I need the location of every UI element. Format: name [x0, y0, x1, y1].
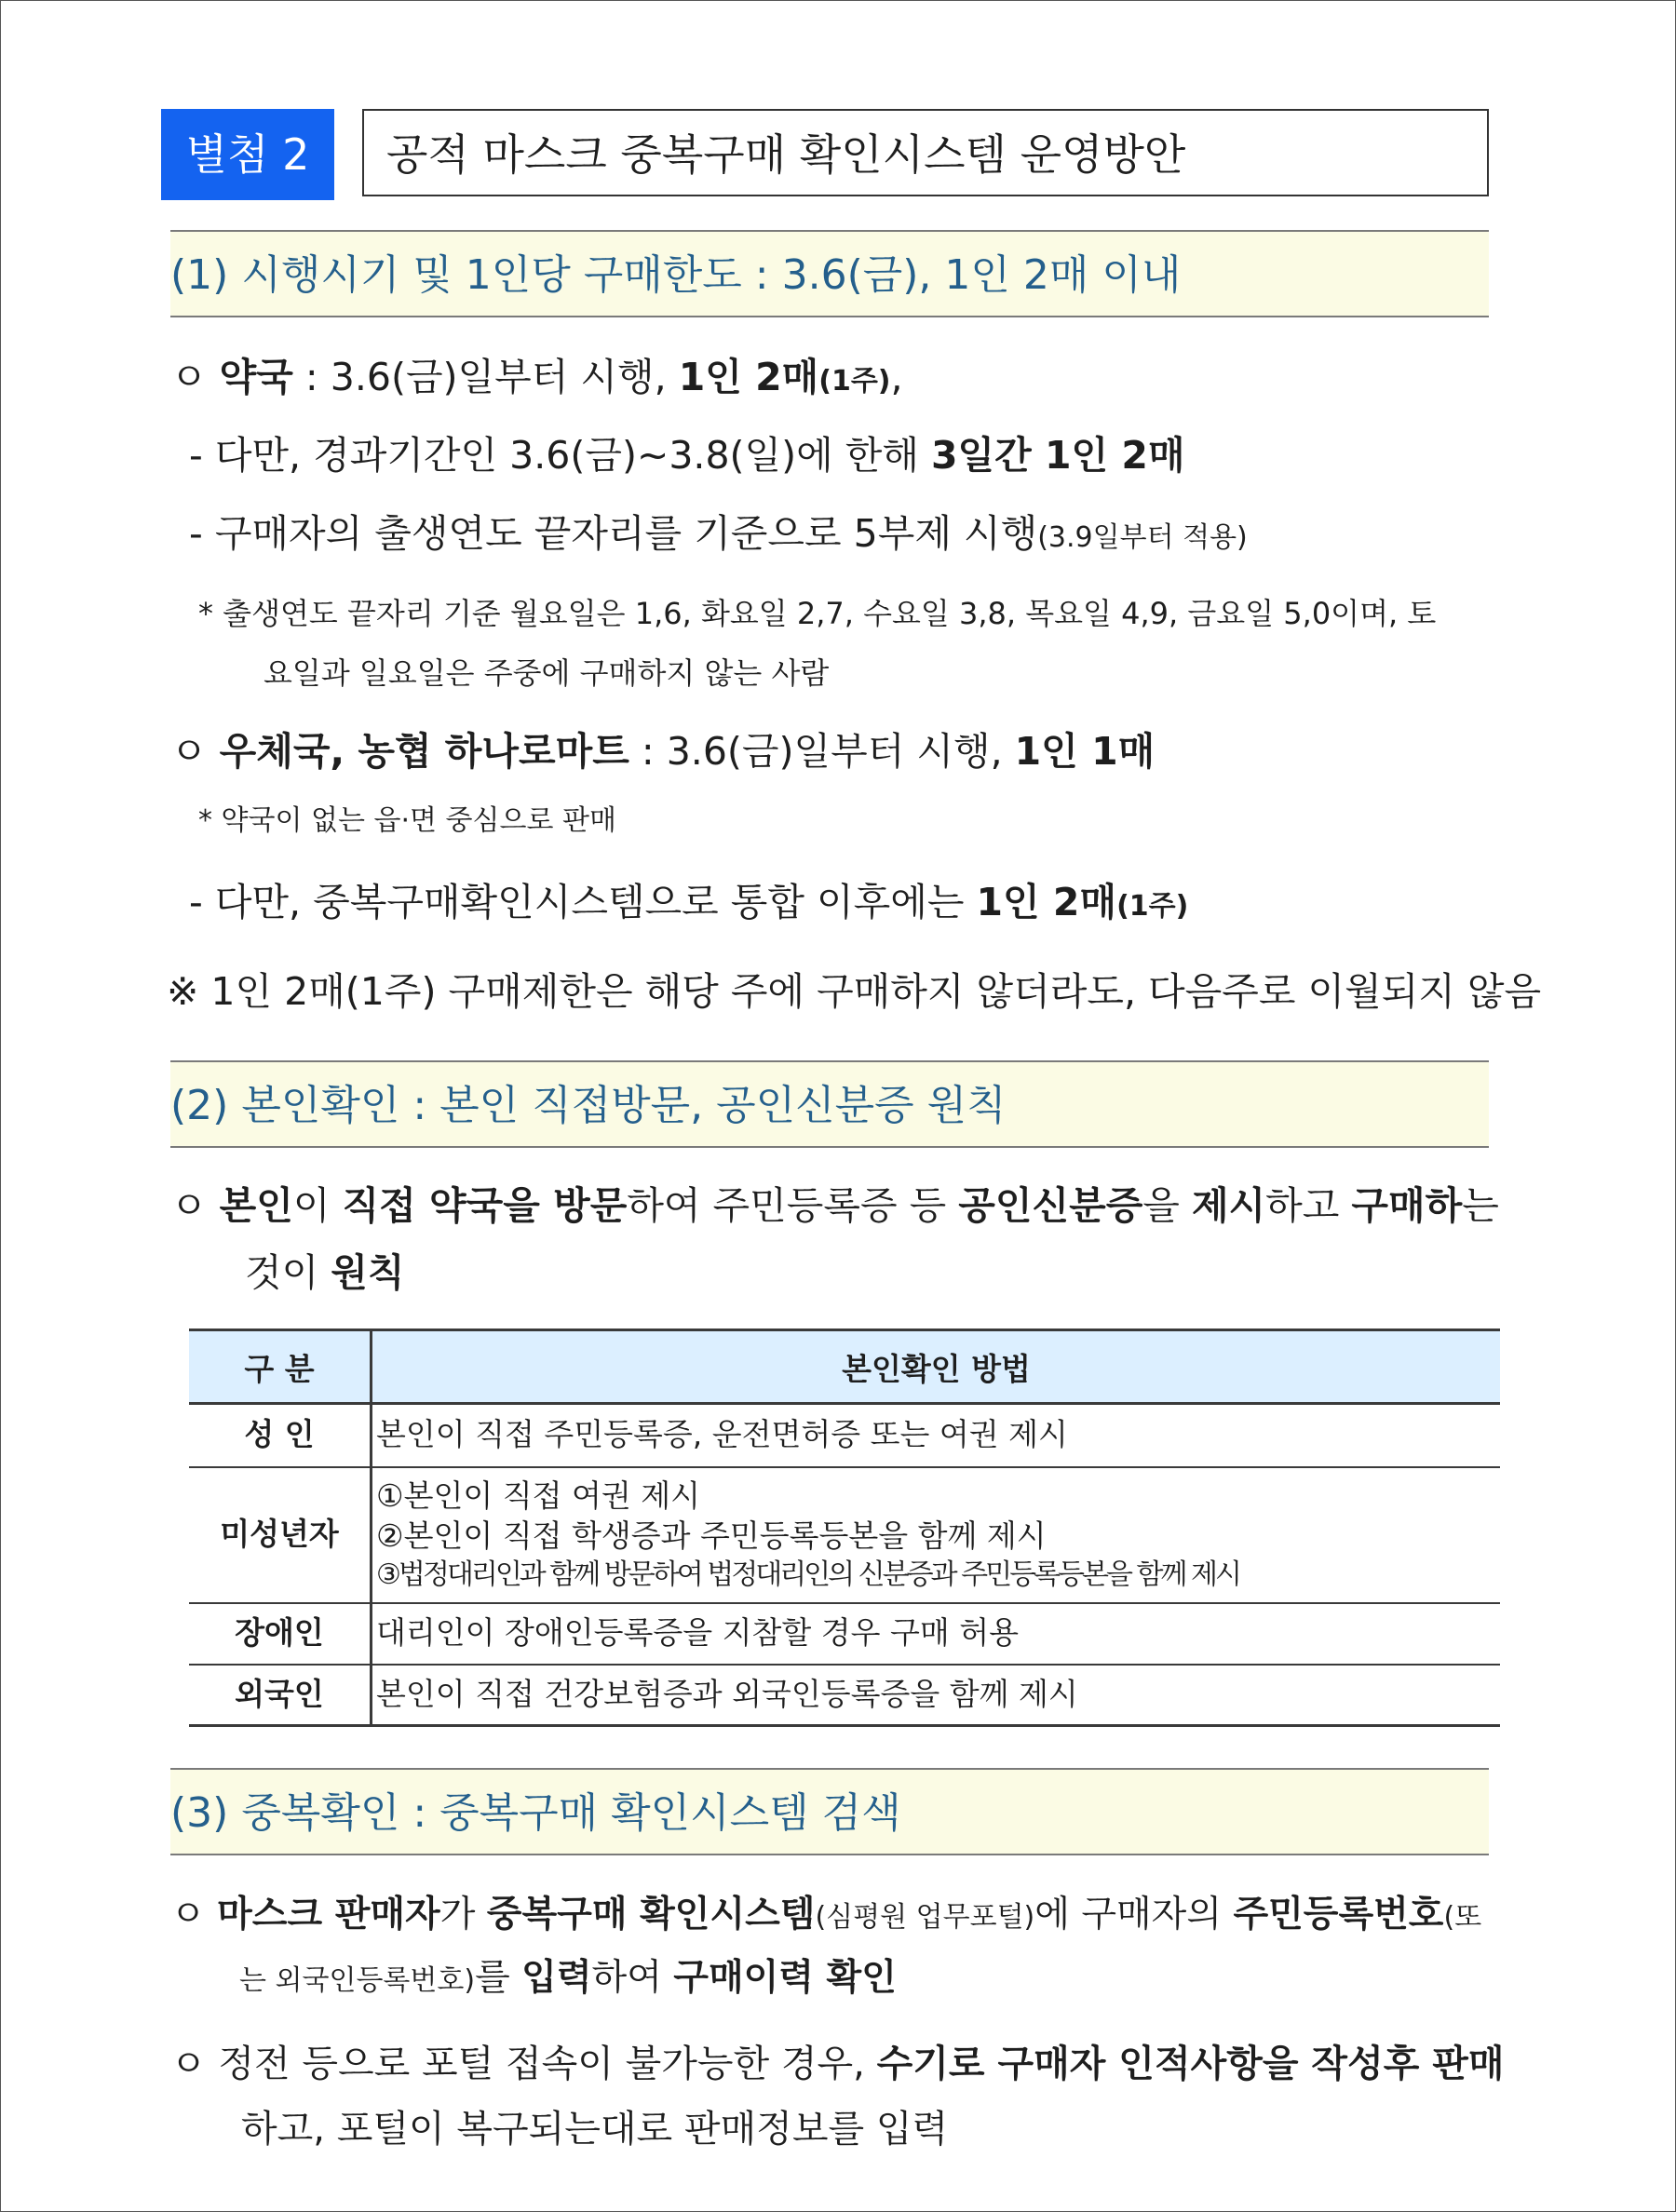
reference-note: ※ 1인 2매(1주) 구매제한은 해당 주에 구매하지 않더라도, 다음주로 이월되지 않음 — [167, 969, 1542, 1014]
item-part: 수기로 구매자 인적사항을 작성후 판매 — [876, 2043, 1505, 2085]
bullet: ㅇ — [170, 729, 208, 774]
principle-part: 공인신분증 — [958, 1183, 1143, 1228]
table-header-row — [189, 1330, 1500, 1404]
column-header-category: 구 분 — [189, 1330, 372, 1404]
footnote-line1: * 출생연도 끝자리 기준 월요일은 1,6, 화요일 2,7, 수요일 3,8, 목요일 4,9, 금요일 5,0이며, 토 — [198, 596, 1437, 631]
attachment-label: 별첨 2 — [161, 109, 334, 200]
transition-text: - 다만, 경과기간인 3.6(금)~3.8(일)에 한해 — [189, 433, 932, 478]
item-part: 입력 — [521, 1957, 592, 1999]
item-part: 주민등록번호 — [1233, 1894, 1444, 1936]
principle-part: 구매하 — [1351, 1183, 1463, 1228]
item-part: 정전 등으로 포털 접속이 불가능한 경우, — [218, 2043, 877, 2085]
post-after-note: (1주) — [1116, 890, 1189, 923]
principle-part: 직접 약국을 방문 — [342, 1183, 628, 1228]
table-row — [189, 1603, 1500, 1665]
footnote-line2: 요일과 일요일은 주중에 구매하지 않는 사람 — [264, 655, 830, 691]
table-row — [189, 1404, 1500, 1467]
principle-part: 제시 — [1191, 1183, 1266, 1228]
post-note: * 약국이 없는 읍·면 중심으로 판매 — [198, 804, 616, 837]
pharmacy-text: : 3.6(금)일부터 시행, — [292, 355, 679, 399]
duplicate-check-item — [170, 1894, 1482, 1936]
principle-part: 하고 — [1265, 1183, 1352, 1228]
principle-part: 본인 — [219, 1183, 293, 1228]
principle-item — [170, 1183, 1499, 1228]
five-day-item — [189, 511, 1248, 556]
pharmacy-limit: 1인 2매 — [678, 355, 819, 399]
post-office-item — [170, 729, 1156, 774]
document-title: 공적 마스크 중복구매 확인시스템 운영방안 — [362, 109, 1489, 196]
principle-part: 하여 주민등록증 등 — [627, 1183, 959, 1228]
section2-heading: (2) 본인확인 : 본인 직접방문, 공인신분증 원칙 — [170, 1060, 1489, 1148]
post-after-bold: 1인 2매 — [976, 880, 1117, 924]
principle-part: 것이 — [245, 1250, 331, 1295]
duplicate-check-item-line2 — [239, 1957, 897, 1999]
item-part: 가 — [439, 1894, 487, 1936]
row-method: 대리인이 장애인등록증을 지참할 경우 구매 허용 — [372, 1603, 1501, 1665]
item-part: 를 — [475, 1957, 522, 1999]
post-after-text: - 다만, 중복구매확인시스템으로 통합 이후에는 — [189, 880, 977, 924]
post-text: : 3.6(금)일부터 시행, — [628, 729, 1015, 774]
bullet: ㅇ — [170, 1894, 206, 1936]
row-category: 미성년자 — [189, 1467, 372, 1603]
bullet: ㅇ — [170, 2043, 207, 2085]
section3-heading: (3) 중복확인 : 중복구매 확인시스템 검색 — [170, 1768, 1489, 1855]
row-method: 본인이 직접 주민등록증, 운전면허증 또는 여권 제시 — [372, 1404, 1501, 1467]
column-header-method: 본인확인 방법 — [372, 1330, 1501, 1404]
section1-heading: (1) 시행시기 및 1인당 구매한도 : 3.6(금), 1인 2매 이내 — [170, 230, 1489, 317]
principle-part: 을 — [1142, 1183, 1192, 1228]
item-part: 구매이력 확인 — [673, 1957, 897, 1999]
five-day-note: (3.9일부터 적용) — [1037, 521, 1248, 554]
method-line: ②본인이 직접 학생증과 주민등록등본을 함께 제시 — [376, 1517, 1047, 1554]
post-after-item — [189, 880, 1189, 924]
row-category: 성 인 — [189, 1404, 372, 1467]
bullet: ㅇ — [170, 1183, 208, 1228]
item-part: 중복구매 확인시스템 — [486, 1894, 816, 1936]
principle-part: 는 — [1462, 1183, 1499, 1228]
item-part: 에 구매자의 — [1034, 1894, 1234, 1936]
principle-part: 원칙 — [331, 1250, 405, 1295]
row-method — [372, 1467, 1501, 1603]
pharmacy-limit-note: (1주) — [818, 365, 891, 398]
item-part: 는 외국인등록번호) — [239, 1964, 476, 1997]
item-part: 하여 — [591, 1957, 674, 1999]
post-limit: 1인 1매 — [1014, 729, 1156, 774]
bullet: ㅇ — [170, 355, 208, 399]
transition-bold: 3일간 1인 2매 — [931, 433, 1185, 478]
principle-item-line2 — [245, 1250, 405, 1295]
method-line: ①본인이 직접 여권 제시 — [376, 1477, 700, 1515]
row-method: 본인이 직접 건강보험증과 외국인등록증을 함께 제시 — [372, 1665, 1501, 1726]
power-outage-item-line2: 하고, 포털이 복구되는대로 판매정보를 입력 — [241, 2108, 949, 2151]
table-row — [189, 1467, 1500, 1603]
transition-item — [189, 433, 1185, 478]
pharmacy-item — [170, 355, 903, 399]
item-part: (또 — [1443, 1901, 1482, 1934]
identity-verification-table — [189, 1329, 1500, 1727]
row-category: 장애인 — [189, 1603, 372, 1665]
power-outage-item — [170, 2045, 1505, 2083]
post-label: 우체국, 농협 하나로마트 — [219, 729, 629, 774]
table-row — [189, 1665, 1500, 1726]
pharmacy-tail: , — [890, 355, 903, 399]
principle-part: 이 — [292, 1183, 343, 1228]
pharmacy-label: 약국 — [219, 355, 293, 399]
item-part: (심평원 업무포털) — [815, 1901, 1035, 1934]
method-line: ③법정대리인과 함께 방문하여 법정대리인의 신분증과 주민등록등본을 함께 제시 — [376, 1558, 1239, 1591]
five-day-text: - 구매자의 출생연도 끝자리를 기준으로 5부제 시행 — [189, 511, 1038, 556]
row-category: 외국인 — [189, 1665, 372, 1726]
item-part: 마스크 판매자 — [217, 1894, 440, 1936]
